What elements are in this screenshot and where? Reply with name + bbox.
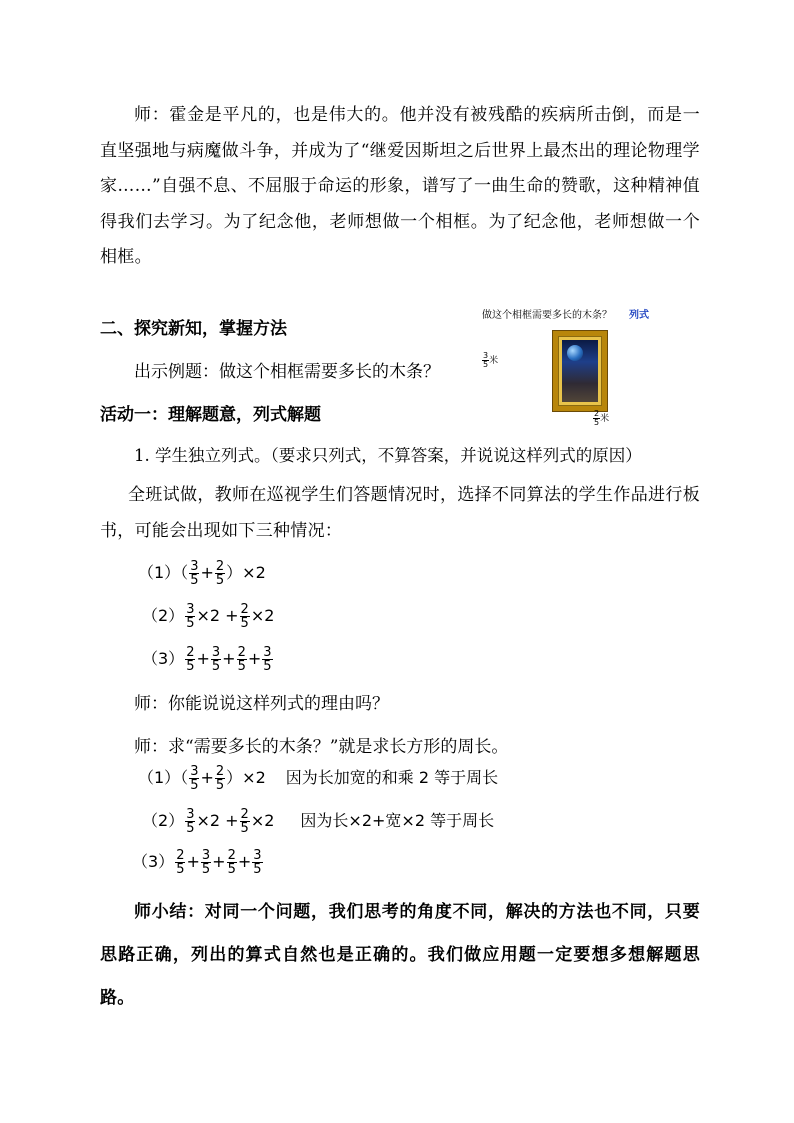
figure-question: 做这个相框需要多长的木条？ <box>482 310 612 321</box>
case-2-expression: （2） $\frac{3}{5}$ ×2 + $\frac{2}{5}$ ×2 <box>142 602 275 631</box>
reason-2-text: 因为长×2+宽×2 等于周长 <box>300 811 495 830</box>
reason-1: （1）（ $\frac{3}{5}$ + $\frac{2}{5}$ ）×2 因为长加宽的和乘 2 等于周长 <box>138 764 499 793</box>
reason-3: （3） $\frac{2}{5}$ + $\frac{3}{5}$ + $\frac{2}{5}$ + $\frac{3}{5}$ <box>132 848 262 877</box>
case-1-expression: （1）（ $\frac{3}{5}$ + $\frac{2}{5}$ ）×2 <box>138 559 266 588</box>
reason-1-text: 因为长加宽的和乘 2 等于周长 <box>285 768 499 787</box>
teacher-question: 师：你能说说这样列式的理由吗？ <box>134 694 389 714</box>
example-line: 出示例题：做这个相框需要多长的木条？ <box>134 362 440 382</box>
figure-height-label: $\frac{3}{5}$ 米 <box>483 351 499 369</box>
case-3-expression: （3） $\frac{2}{5}$ + $\frac{3}{5}$ + $\frac{2}{5}$ + $\frac{3}{5}$ <box>142 645 272 674</box>
teacher-answer: 师：求“需要多长的木条？”就是求长方形的周长。 <box>134 737 509 757</box>
earth-icon <box>567 345 583 361</box>
photo-frame-figure <box>479 305 657 430</box>
step-1-detail: 全班试做，教师在巡视学生们答题情况时，选择不同算法的学生作品进行板书，可能会出现如下三种情况： <box>100 485 700 541</box>
teacher-summary: 师小结：对同一个问题，我们思考的角度不同，解决的方法也不同，只要思路正确，列出的算式自然也是正确的。我们做应用题一定要想多想解题思路。 <box>100 902 700 1008</box>
picture-frame <box>552 330 608 412</box>
figure-formula-link[interactable]: 列式 <box>629 310 649 321</box>
step-1: 1. 学生独立列式。（要求只列式，不算答案，并说说这样列式的原因） <box>134 446 642 465</box>
reason-2: （2） $\frac{3}{5}$ ×2 + $\frac{2}{5}$ ×2 因为长×2+宽×2 等于周长 <box>142 807 495 836</box>
intro-paragraph: 师：霍金是平凡的，也是伟大的。他并没有被残酷的疾病所击倒，而是一直坚强地与病魔做斗争，并成为了“继爱因斯坦之后世界上最杰出的理论物理学家……”自强不息、不屈服于命运的形象，谱写了一曲生命的赞歌，这种精神值得我们去学习。为了纪念他，老师想做一个相框。为了纪念他，老师想做一个相框。 <box>100 105 700 267</box>
section-heading: 二、探究新知，掌握方法 <box>100 319 287 339</box>
activity-heading: 活动一：理解题意，列式解题 <box>100 405 321 425</box>
figure-width-label: $\frac{2}{5}$ 米 <box>594 409 610 427</box>
hawking-photo <box>562 340 598 402</box>
